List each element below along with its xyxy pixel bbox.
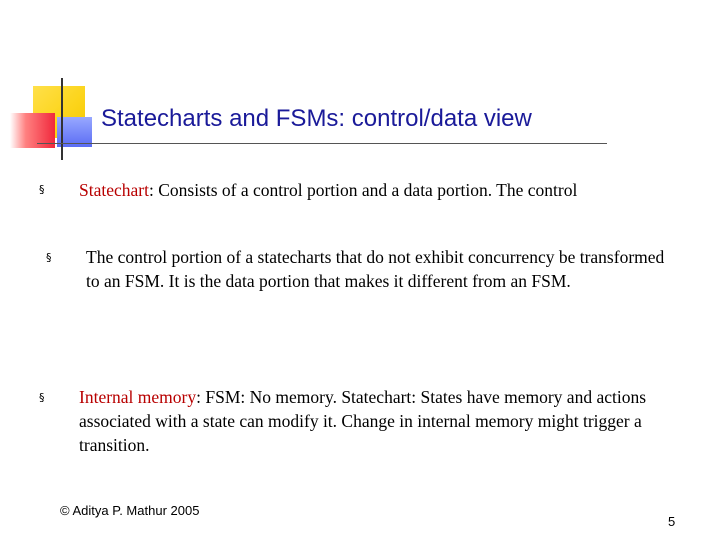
slide-title: Statecharts and FSMs: control/data view bbox=[101, 105, 532, 132]
bullet-text-1: Statechart: Consists of a control portion and a data portion. The control bbox=[79, 180, 578, 200]
bullet-marker-1: § bbox=[39, 183, 45, 196]
bullet-body-3: FSM: No memory. Statechart: States have memory and actions associated with a state can modify it. Change in internal memory might trigger a transition. bbox=[79, 387, 647, 455]
footer-copyright: © Aditya P. Mathur 2005 bbox=[60, 503, 200, 518]
title-underline bbox=[37, 143, 607, 144]
bullet-marker-2: § bbox=[46, 251, 52, 264]
bullet-marker-3: § bbox=[39, 391, 45, 404]
decor-vertical-line bbox=[61, 78, 63, 160]
bullet-term-internal-memory: Internal memory bbox=[79, 387, 197, 407]
page-number: 5 bbox=[668, 514, 676, 529]
bullet-term-statechart: Statechart bbox=[79, 180, 149, 200]
bullet-body-1: Consists of a control portion and a data portion. The control bbox=[158, 180, 578, 200]
bullet-text-3: Internal memory: FSM: No memory. Statechart: States have memory and actions associated with a state can modify it. Change in internal memory might trigger a transition. bbox=[79, 387, 647, 455]
bullet-text-2: The control portion of a statecharts that do not exhibit concurrency be transformed to an FSM. It is the data portion that makes it different from an FSM. bbox=[86, 247, 665, 291]
